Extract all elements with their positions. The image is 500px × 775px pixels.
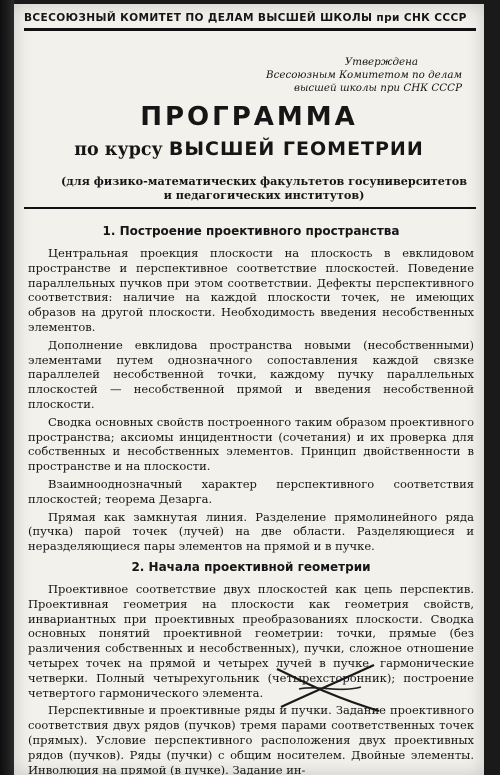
section-1-paragraph: Дополнение евклидова пространства новыми (несобственными) элементами путем однозначного сопоставления каждой связке параллелей несобственной точки, каждому пучку параллельных плоскостей — несобственной прямой и введения несобственной плоскости. <box>28 337 474 411</box>
program-body <box>28 224 474 775</box>
section-2-paragraph: Перспективные и проективные ряды и пучки. Задание проективного соответствия двух рядов (пучков) тремя парами соответственных точек (прямых). Условие перспективного расположения двух проективных рядов (пучков). Ряды (пучки) с общим носителем. Двойные элементы. Инволюция на прямой (в пучке). Задание ин- <box>28 703 474 775</box>
subtitle-prefix: по курсу <box>74 140 163 160</box>
course-subtitle <box>14 138 484 160</box>
section-heading-2: 2. Начала проективной геометрии <box>131 559 371 574</box>
approval-line-2: Всесоюзным Комитетом по делам <box>266 69 462 81</box>
audience-line-1: (для физико-математических факультетов госуниверситетов <box>60 174 468 188</box>
approval-line-1: Утверждена <box>344 56 418 68</box>
document-page <box>14 4 484 775</box>
audience-note <box>54 174 474 202</box>
subtitle-course-name: ВЫСШЕЙ ГЕОМЕТРИИ <box>168 138 424 160</box>
section-2-paragraph: Проективное соответствие двух плоскостей как цепь перспектив. Проективная геометрия на плоскости как геометрия свойств, инвариантных при проективных преобразованиях плоскости. Сводка основных понятий проективной геометрии: точки, прямые (без различения собственных и несобственных), пучки, сложное отношение четырех точек на прямой и четырех лучей в пучке, гармонические четверки. Полный четырехугольник (четырехсторонник); построение четвертого гармонического элемента. <box>28 581 474 700</box>
section-1-paragraph: Центральная проекция плоскости на плоскость в евклидовом пространстве и перспективное соответствие плоскостей. Поведение параллельных пучков при этом соответствии. Дефекты перспективного соответствия: наличие на каждой плоскости точек, не имеющих образов на другой плоскости. Необходимость введения несобственных элементов. <box>28 246 474 334</box>
approval-line-3: высшей школы при СНК СССР <box>293 82 462 94</box>
title-divider <box>24 207 476 209</box>
section-1-paragraph: Сводка основных свойств построенного таким образом проективного пространства; аксиомы инцидентности (сочетания) и их проверка для собственных и несобственных элементов. Принцип двойственности в пространстве и на плоскости. <box>28 414 474 474</box>
committee-header: ВСЕСОЮЗНЫЙ КОМИТЕТ ПО ДЕЛАМ ВЫСШЕЙ ШКОЛЫ при СНК СССР <box>24 12 476 31</box>
document-title: ПРОГРАММА <box>140 102 358 132</box>
approval-stamp <box>252 56 462 95</box>
section-1-paragraph: Взаимнооднозначный характер перспективного соответствия плоскостей; теорема Дезарга. <box>28 476 474 506</box>
audience-line-2: и педагогических институтов) <box>163 188 365 202</box>
scan-edge <box>0 0 14 775</box>
section-heading-1: 1. Построение проективного пространства <box>102 224 400 238</box>
section-1-paragraph: Прямая как замкнутая линия. Разделение прямолинейного ряда (пучка) парой точек (лучей) на две области. Разделяющиеся и неразделяющиеся пары элементов на прямой и в пучке. <box>28 509 474 554</box>
